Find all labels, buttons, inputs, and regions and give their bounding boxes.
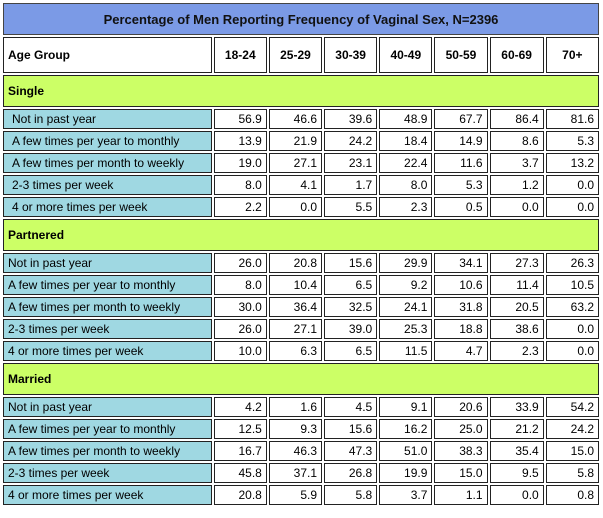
row-label: A few times per year to monthly [3,275,212,295]
value-cell: 27.1 [269,319,322,339]
value-cell: 0.8 [546,485,599,505]
table-row [3,397,599,417]
table-title: Percentage of Men Reporting Frequency of Vaginal Sex, N=2396 [3,3,599,35]
value-cell: 16.2 [379,419,432,439]
value-cell: 16.7 [214,441,267,461]
value-cell: 0.0 [490,485,544,505]
value-cell: 0.0 [546,319,599,339]
row-label: A few times per year to monthly [3,131,212,151]
column-header: 40-49 [379,37,432,73]
table-row [3,419,599,439]
value-cell: 6.3 [269,341,322,361]
data-table-container [1,1,601,516]
value-cell: 3.7 [490,153,544,173]
value-cell: 1.1 [434,485,487,505]
value-cell: 20.5 [490,297,544,317]
table-row [3,341,599,361]
value-cell: 33.9 [490,397,544,417]
value-cell: 18.4 [379,131,432,151]
value-cell: 15.6 [324,253,377,273]
value-cell: 9.1 [379,397,432,417]
value-cell: 3.7 [379,485,432,505]
row-label: 4 or more times per week [3,485,212,505]
value-cell: 8.6 [490,131,544,151]
value-cell: 20.6 [434,397,487,417]
value-cell: 26.0 [214,253,267,273]
column-header: 70+ [546,37,599,73]
value-cell: 26.3 [546,253,599,273]
value-cell: 11.6 [434,153,487,173]
value-cell: 13.9 [214,131,267,151]
value-cell: 9.3 [269,419,322,439]
table-row [3,485,599,505]
value-cell: 5.3 [546,131,599,151]
value-cell: 9.5 [490,463,544,483]
section-row [3,363,599,395]
value-cell: 4.5 [324,397,377,417]
value-cell: 5.5 [324,197,377,217]
value-cell: 24.2 [324,131,377,151]
table-row [3,297,599,317]
value-cell: 27.1 [269,153,322,173]
value-cell: 11.4 [490,275,544,295]
value-cell: 8.0 [379,175,432,195]
value-cell: 21.9 [269,131,322,151]
value-cell: 6.5 [324,275,377,295]
value-cell: 47.3 [324,441,377,461]
row-label: 2-3 times per week [3,175,212,195]
value-cell: 15.6 [324,419,377,439]
table-row [3,319,599,339]
value-cell: 1.7 [324,175,377,195]
value-cell: 12.5 [214,419,267,439]
title-row [3,3,599,35]
value-cell: 2.2 [214,197,267,217]
value-cell: 5.8 [546,463,599,483]
value-cell: 25.3 [379,319,432,339]
section-row [3,219,599,251]
value-cell: 46.6 [269,109,322,129]
row-label: Not in past year [3,109,212,129]
value-cell: 8.0 [214,175,267,195]
value-cell: 39.0 [324,319,377,339]
value-cell: 31.8 [434,297,487,317]
value-cell: 11.5 [379,341,432,361]
value-cell: 10.0 [214,341,267,361]
value-cell: 51.0 [379,441,432,461]
value-cell: 24.1 [379,297,432,317]
value-cell: 0.0 [490,197,544,217]
value-cell: 30.0 [214,297,267,317]
value-cell: 67.7 [434,109,487,129]
table-row [3,175,599,195]
value-cell: 21.2 [490,419,544,439]
row-label: A few times per month to weekly [3,153,212,173]
value-cell: 81.6 [546,109,599,129]
value-cell: 56.9 [214,109,267,129]
value-cell: 20.8 [269,253,322,273]
frequency-table [1,1,601,507]
table-row [3,153,599,173]
section-label: Single [3,75,599,107]
row-label: A few times per month to weekly [3,441,212,461]
value-cell: 5.3 [434,175,487,195]
value-cell: 27.3 [490,253,544,273]
value-cell: 8.0 [214,275,267,295]
age-group-header: Age Group [3,37,212,73]
value-cell: 19.9 [379,463,432,483]
row-label: Not in past year [3,253,212,273]
value-cell: 18.8 [434,319,487,339]
value-cell: 4.1 [269,175,322,195]
value-cell: 10.4 [269,275,322,295]
column-header: 25-29 [269,37,322,73]
table-row [3,463,599,483]
value-cell: 0.0 [269,197,322,217]
column-header: 18-24 [214,37,267,73]
table-row [3,131,599,151]
table-row [3,441,599,461]
value-cell: 1.6 [269,397,322,417]
value-cell: 0.0 [546,341,599,361]
row-label: Not in past year [3,397,212,417]
value-cell: 6.5 [324,341,377,361]
value-cell: 4.7 [434,341,487,361]
column-header: 30-39 [324,37,377,73]
table-row [3,275,599,295]
value-cell: 2.3 [379,197,432,217]
value-cell: 19.0 [214,153,267,173]
row-label: 2-3 times per week [3,319,212,339]
row-label: A few times per month to weekly [3,297,212,317]
value-cell: 26.0 [214,319,267,339]
value-cell: 1.2 [490,175,544,195]
value-cell: 54.2 [546,397,599,417]
value-cell: 0.5 [434,197,487,217]
value-cell: 15.0 [546,441,599,461]
value-cell: 37.1 [269,463,322,483]
value-cell: 10.6 [434,275,487,295]
value-cell: 36.4 [269,297,322,317]
value-cell: 20.8 [214,485,267,505]
section-label: Married [3,363,599,395]
value-cell: 15.0 [434,463,487,483]
value-cell: 63.2 [546,297,599,317]
value-cell: 26.8 [324,463,377,483]
value-cell: 0.0 [546,175,599,195]
value-cell: 38.6 [490,319,544,339]
value-cell: 5.8 [324,485,377,505]
value-cell: 22.4 [379,153,432,173]
value-cell: 9.2 [379,275,432,295]
value-cell: 23.1 [324,153,377,173]
row-label: 4 or more times per week [3,341,212,361]
row-label: A few times per year to monthly [3,419,212,439]
value-cell: 32.5 [324,297,377,317]
value-cell: 5.9 [269,485,322,505]
table-row [3,109,599,129]
value-cell: 45.8 [214,463,267,483]
value-cell: 86.4 [490,109,544,129]
value-cell: 34.1 [434,253,487,273]
value-cell: 24.2 [546,419,599,439]
value-cell: 0.0 [546,197,599,217]
table-row [3,197,599,217]
value-cell: 48.9 [379,109,432,129]
value-cell: 39.6 [324,109,377,129]
value-cell: 10.5 [546,275,599,295]
section-row [3,75,599,107]
section-label: Partnered [3,219,599,251]
value-cell: 29.9 [379,253,432,273]
value-cell: 38.3 [434,441,487,461]
table-row [3,253,599,273]
row-label: 4 or more times per week [3,197,212,217]
column-header: 60-69 [490,37,544,73]
header-row [3,37,599,73]
column-header: 50-59 [434,37,487,73]
value-cell: 4.2 [214,397,267,417]
value-cell: 35.4 [490,441,544,461]
value-cell: 13.2 [546,153,599,173]
row-label: 2-3 times per week [3,463,212,483]
value-cell: 46.3 [269,441,322,461]
value-cell: 2.3 [490,341,544,361]
value-cell: 25.0 [434,419,487,439]
value-cell: 14.9 [434,131,487,151]
